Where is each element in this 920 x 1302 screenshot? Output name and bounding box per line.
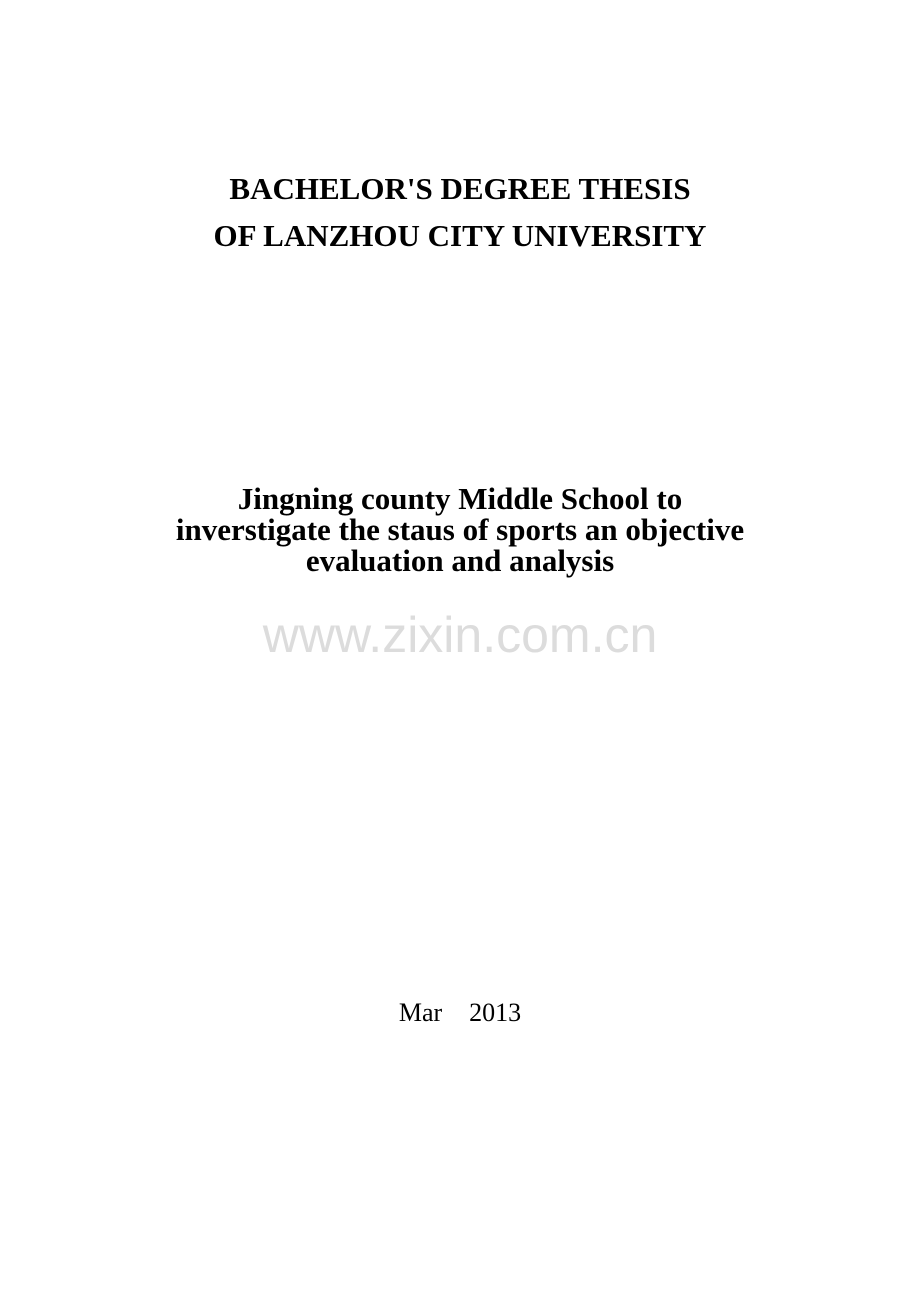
thesis-title-line-1: Jingning county Middle School to	[237, 481, 683, 516]
degree-heading-line-2: OF LANZHOU CITY UNIVERSITY	[213, 218, 707, 253]
degree-heading	[0, 165, 920, 259]
date-year: 2013	[469, 998, 522, 1027]
thesis-title-line-3: evaluation and analysis	[305, 543, 615, 578]
submission-date	[0, 998, 920, 1028]
watermark: www.zixin.com.cn	[262, 607, 658, 663]
thesis-title-line-2: inverstigate the staus of sports an objective	[175, 512, 745, 547]
date-month: Mar	[398, 998, 443, 1027]
thesis-title	[0, 483, 920, 576]
degree-heading-line-1: BACHELOR'S DEGREE THESIS	[229, 171, 691, 206]
